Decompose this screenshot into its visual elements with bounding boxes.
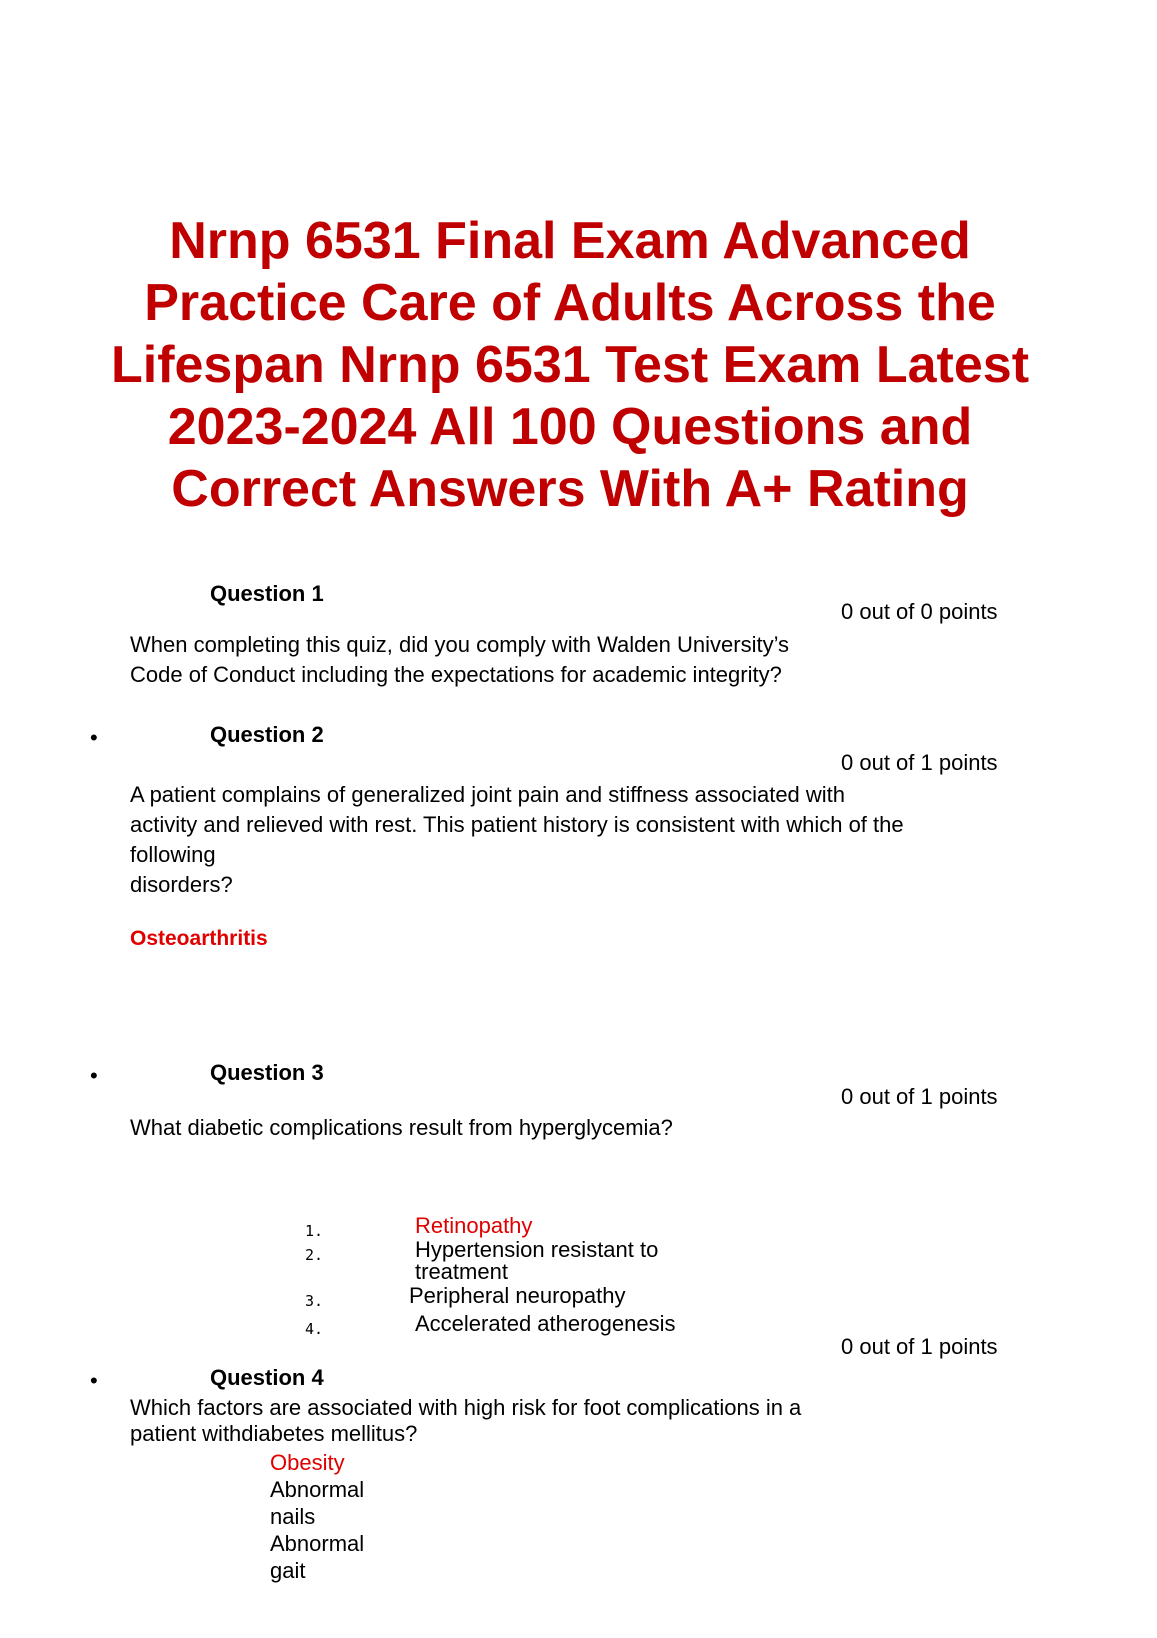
option-number: 3. (305, 1292, 324, 1310)
option-number: 2. (305, 1246, 324, 1264)
question-1-text-line: When completing this quiz, did you comply with Walden University’s (130, 632, 790, 657)
title-line: 2023-2024 All 100 Questions and (167, 398, 973, 456)
title-line: Correct Answers With A+ Rating (171, 460, 969, 518)
question-1-heading: Question 1 (210, 581, 324, 606)
question-3-option: Accelerated atherogenesis (415, 1311, 676, 1336)
option-number: 4. (305, 1320, 324, 1338)
question-2-answer: Osteoarthritis (130, 927, 268, 950)
question-4-text-line: patient withdiabetes mellitus? (130, 1421, 418, 1446)
question-3-option-correct: Retinopathy (415, 1213, 533, 1238)
question-1-text (130, 630, 789, 690)
question-2-text-line: A patient complains of generalized joint pain and stiffness associated with (130, 782, 846, 807)
question-4-points: 0 out of 1 points (841, 1334, 998, 1359)
question-3-option-line: Hypertension resistant to (415, 1237, 659, 1262)
title-line: Lifespan Nrnp 6531 Test Exam Latest (110, 336, 1030, 394)
question-4-answer: Obesity (270, 1450, 345, 1475)
question-3-heading: Question 3 (210, 1060, 324, 1085)
question-2-points: 0 out of 1 points (841, 750, 998, 775)
document-title (40, 210, 1100, 520)
question-4-option-line: Abnormal (270, 1531, 365, 1556)
question-1-points: 0 out of 0 points (841, 599, 998, 624)
question-4-option-line: gait (270, 1558, 306, 1583)
title-line: Nrnp 6531 Final Exam Advanced (169, 212, 971, 270)
question-2-heading: Question 2 (210, 722, 324, 747)
bullet-icon: • (90, 725, 98, 750)
question-2-text-line: following (130, 842, 216, 867)
question-4-heading: Question 4 (210, 1365, 324, 1390)
question-3-option-line: treatment (415, 1259, 508, 1284)
question-4-option-line: Abnormal (270, 1477, 365, 1502)
question-4-text (130, 1395, 801, 1447)
question-2-text-line: disorders? (130, 872, 233, 897)
bullet-icon: • (90, 1063, 98, 1088)
title-line: Practice Care of Adults Across the (144, 274, 996, 332)
question-4-option-line: nails (270, 1504, 316, 1529)
option-number: 1. (305, 1222, 324, 1240)
question-4-text-line: Which factors are associated with high risk for foot complications in a (130, 1395, 802, 1420)
bullet-icon: • (90, 1368, 98, 1393)
question-3-text: What diabetic complications result from hyperglycemia? (130, 1115, 673, 1140)
question-4-other-options (270, 1476, 364, 1584)
question-2-text-line: activity and relieved with rest. This patient history is consistent with which of the (130, 812, 904, 837)
question-3-option (415, 1239, 658, 1283)
question-3-points: 0 out of 1 points (841, 1084, 998, 1109)
question-3-option: Peripheral neuropathy (409, 1283, 626, 1308)
question-2-text (130, 780, 904, 900)
question-1-text-line: Code of Conduct including the expectations for academic integrity? (130, 662, 782, 687)
